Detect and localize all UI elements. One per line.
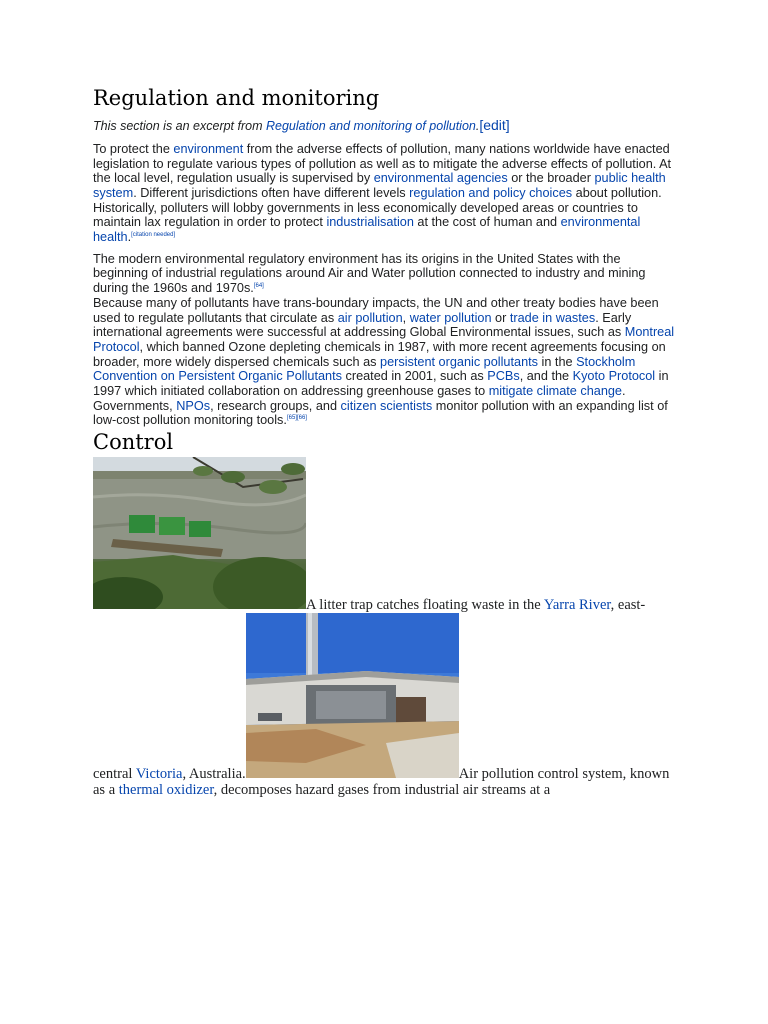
text: , which banned Ozone depleting chemicals in 1987, with more recent agreements focusing on broader, more widely dispersed chemicals such as <box>93 339 666 369</box>
link-npos[interactable]: NPOs <box>176 398 211 413</box>
link-thermal-oxidizer[interactable]: thermal oxidizer <box>118 782 214 799</box>
litter-trap-image[interactable] <box>93 457 306 609</box>
link-regulation-and-policy-choices[interactable]: regulation and policy choices <box>409 185 573 200</box>
reference-link-64[interactable]: [64] <box>253 283 264 290</box>
caption-text: Air pollution control system, known as a <box>93 766 670 799</box>
link-environmental-health[interactable]: environmental health <box>93 215 641 245</box>
link-regulation-and-monitoring-of-pollution[interactable]: Regulation and monitoring of pollution <box>265 119 476 134</box>
link-citizen-scientists[interactable]: citizen scientists <box>340 398 433 413</box>
caption-text: , east-central <box>93 597 646 783</box>
hatnote-prefix: This section is an excerpt from <box>93 119 266 134</box>
caption-text: A litter trap catches floating waste in the <box>306 597 544 614</box>
text: . <box>127 230 132 245</box>
excerpt-hatnote <box>93 117 675 135</box>
link-environment[interactable]: environment <box>173 141 244 156</box>
text: monitor pollution with an expanding list of low-cost pollution monitoring tools. <box>93 398 668 428</box>
paragraph-international-agreements <box>93 296 675 428</box>
text: in the <box>538 354 577 369</box>
citation-needed-link[interactable]: [citation needed] <box>131 232 176 239</box>
link-mitigate-climate-change[interactable]: mitigate climate change <box>488 384 622 399</box>
link-trade-in-wastes[interactable]: trade in wastes <box>509 310 596 325</box>
link-stockholm-convention[interactable]: Stockholm Convention on Persistent Organic Pollutants <box>93 354 636 384</box>
link-yarra-river[interactable]: Yarra River <box>543 597 611 614</box>
section-heading-control: Control <box>93 430 174 455</box>
text: in 1997 which initiated collaboration on addressing greenhouse gases to <box>93 369 669 399</box>
thermal-oxidizer-photo <box>246 613 459 778</box>
link-public-health-system[interactable]: public health system <box>93 171 666 200</box>
text: , <box>402 310 410 325</box>
link-air-pollution[interactable]: air pollution <box>337 310 403 325</box>
edit-link[interactable]: [edit] <box>479 117 510 134</box>
link-victoria[interactable]: Victoria <box>135 766 183 783</box>
text: or the broader <box>507 171 595 186</box>
paragraph-regulation-origins <box>93 252 675 296</box>
link-water-pollution[interactable]: water pollution <box>409 310 492 325</box>
text: created in 2001, such as <box>341 369 488 384</box>
link-kyoto-protocol[interactable]: Kyoto Protocol <box>572 369 656 384</box>
link-pcbs[interactable]: PCBs <box>487 369 520 384</box>
article-content <box>93 86 675 798</box>
link-montreal-protocol[interactable]: Montreal Protocol <box>93 325 675 354</box>
text: from the adverse effects of pollution, many nations worldwide have enacted legislation to regulate various types of pollution as well as to mitigate the adverse effects of pollution. At the local level, regulation usually is supervised by <box>93 141 672 186</box>
paragraph-regulation-intro <box>93 142 675 245</box>
link-environmental-agencies[interactable]: environmental agencies <box>373 171 508 186</box>
text: . Governments, <box>93 384 626 413</box>
text: at the cost of human and <box>413 215 561 230</box>
text: about pollution. Historically, polluters will lobby governments in less economically developed areas or countries to maintain lax regulation in order to protect <box>93 185 662 230</box>
link-persistent-organic-pollutants[interactable]: persistent organic pollutants <box>380 354 538 369</box>
text: , and the <box>519 369 573 384</box>
text: . Early international agreements were successful at addressing Global Environmental issues, such as <box>93 310 632 340</box>
thermal-oxidizer-image[interactable] <box>246 613 459 778</box>
text: or <box>491 310 510 325</box>
text: , research groups, and <box>210 398 341 413</box>
text: Because many of pollutants have trans-boundary impacts, the UN and other treaty bodies have been used to regulate pollutants that circulate as <box>93 295 659 325</box>
litter-trap-photo <box>93 457 306 609</box>
text: . Different jurisdictions often have different levels <box>133 185 410 200</box>
link-industrialisation[interactable]: industrialisation <box>326 215 414 230</box>
control-images-and-captions <box>93 457 675 798</box>
text: To protect the <box>93 141 174 156</box>
text: The modern environmental regulatory environment has its origins in the United States with the beginning of industrial regulations around Air and Water pollution connected to industry and mining during the 1960s and 1970s. <box>93 251 646 296</box>
caption-text: , Australia. <box>182 766 246 783</box>
hatnote-suffix: . <box>475 119 480 134</box>
caption-text: , decomposes hazard gases from industrial air streams at a <box>213 782 551 799</box>
reference-link-65-66[interactable]: [65][66] <box>286 415 307 422</box>
section-heading-regulation: Regulation and monitoring <box>93 86 380 110</box>
